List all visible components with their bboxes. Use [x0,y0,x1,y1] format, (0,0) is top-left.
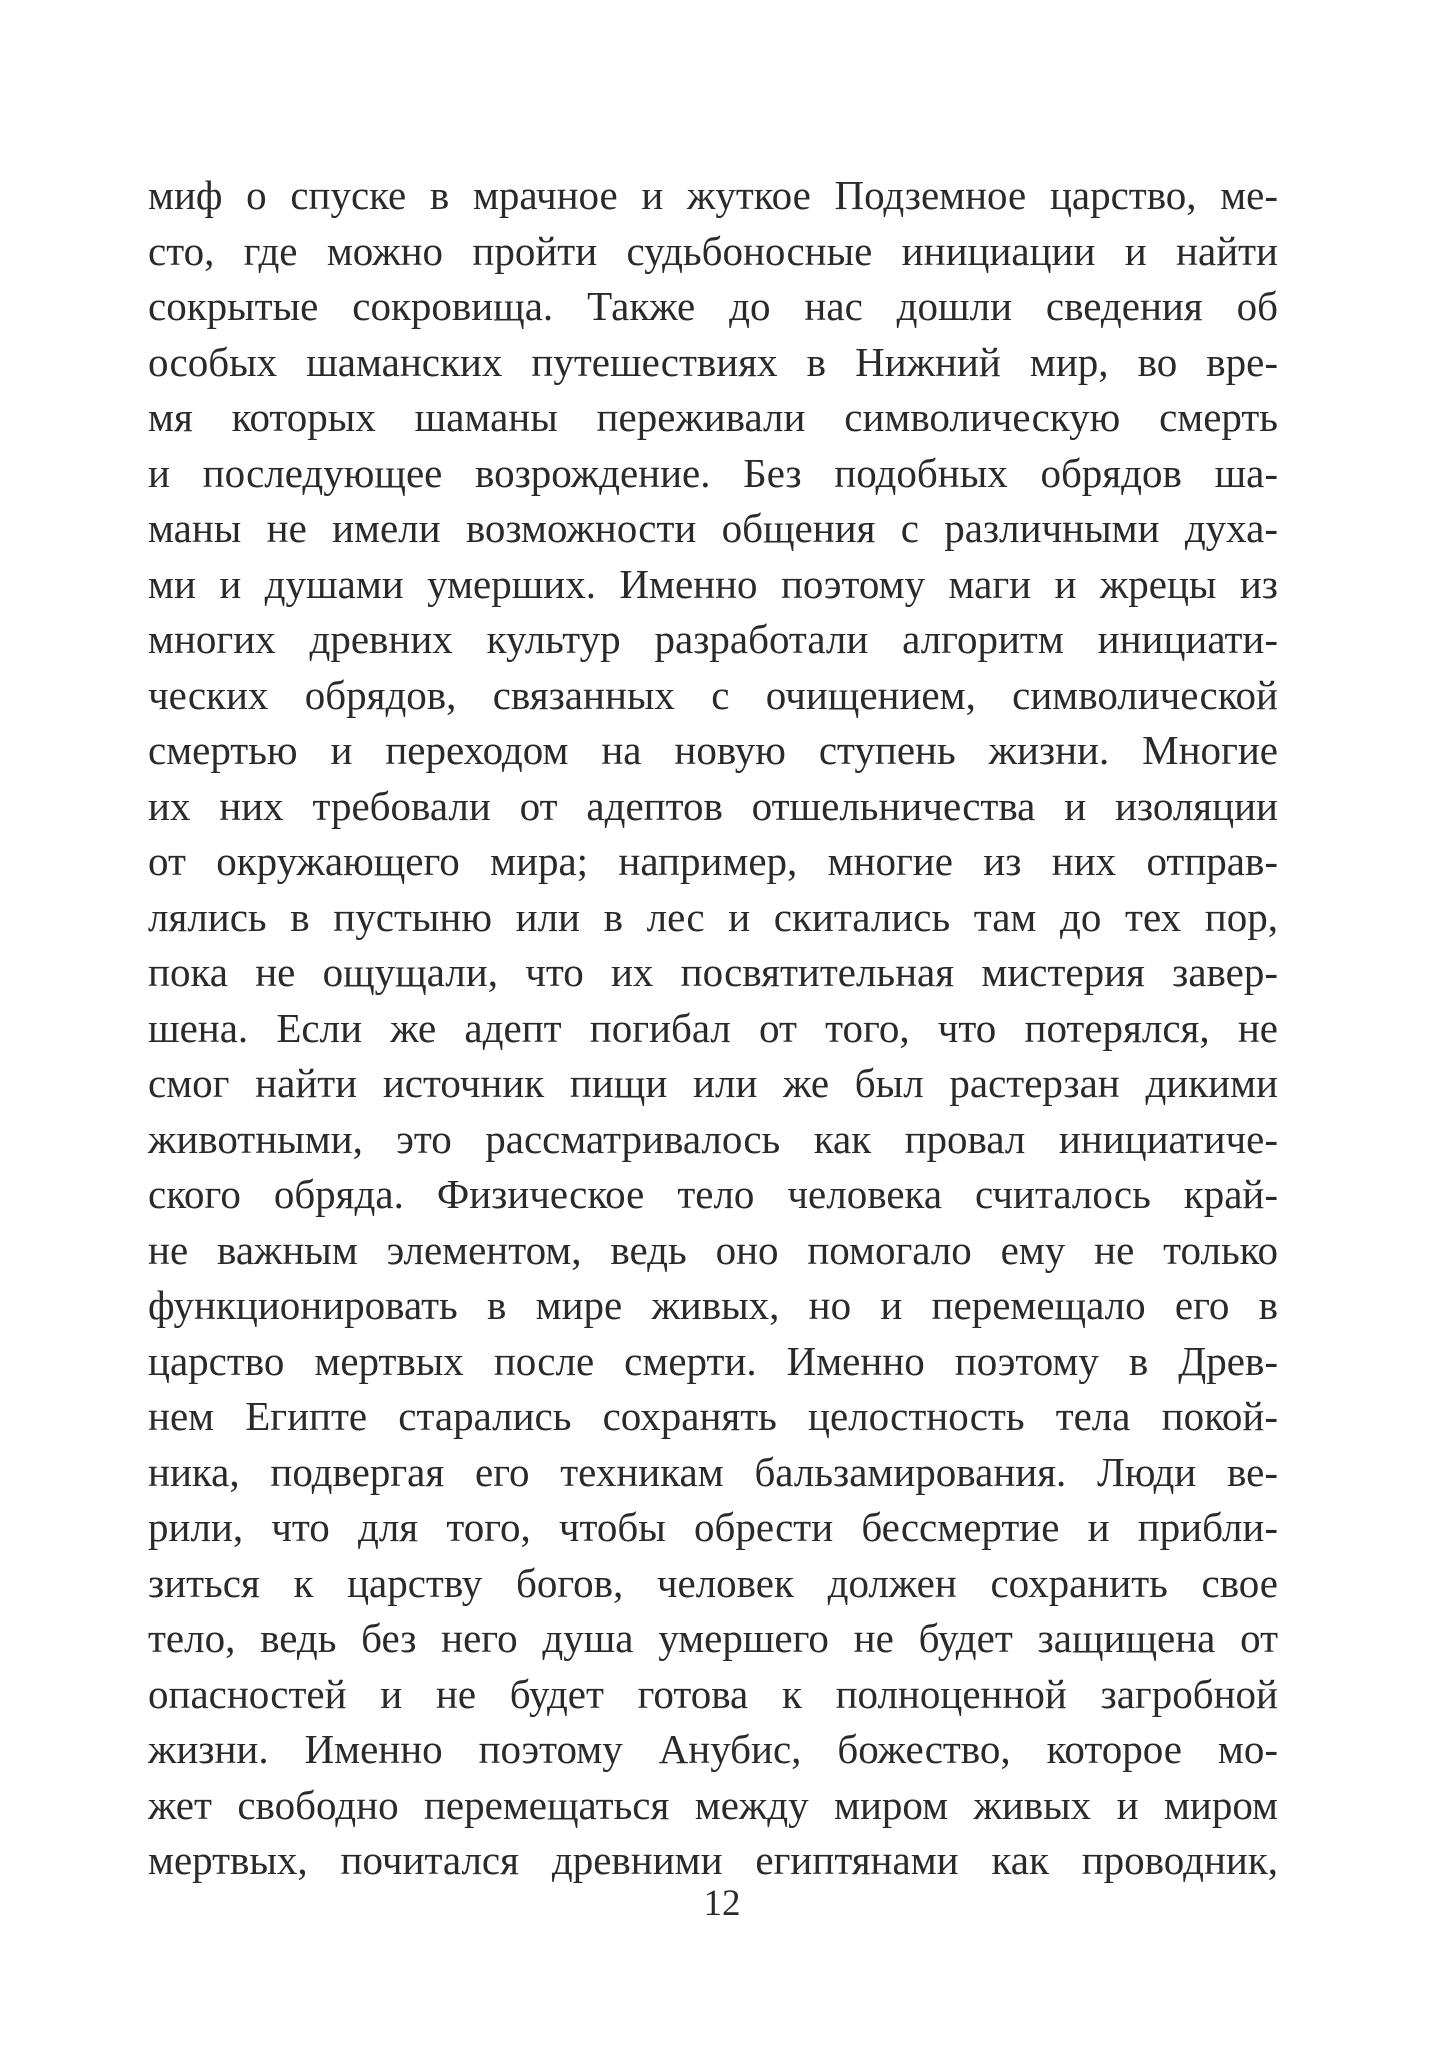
text-line: жет свободно перемещаться между миром живых и миром [148,1781,1278,1828]
text-line: миф о спуске в мрачное и жуткое Подземное царство, ме- [148,172,1278,218]
text-line: особых шаманских путешествиях в Нижний мир, во вре- [148,338,1278,385]
text-line: нем Египте старались сохранять целостность тела покой- [148,1393,1278,1439]
text-line: ника, подвергая его техникам бальзамирования. Люди ве- [148,1448,1278,1495]
text-line: мертвых, почитался древними египтянами как проводник, [148,1837,1278,1883]
text-line: тело, ведь без него душа умершего не будет защищена от [148,1615,1278,1661]
text-line: многих древних культур разработали алгоритм инициати- [148,616,1278,662]
text-line: жизни. Именно поэтому Анубис, божество, которое мо- [148,1726,1278,1772]
text-line: сто, где можно пройти судьбоносные инициации и найти [148,227,1278,274]
text-line: ского обряда. Физическое тело человека считалось край- [148,1171,1278,1217]
text-line: опасностей и не будет готова к полноценной загробной [148,1670,1278,1717]
text-line: не важным элементом, ведь оно помогало ему не только [148,1226,1278,1273]
text-line: и последующее возрождение. Без подобных обрядов ша- [148,449,1278,496]
text-line: ми и душами умерших. Именно поэтому маги и жрецы из [148,560,1278,607]
text-line: сокрытые сокровища. Также до нас дошли сведения об [148,283,1278,329]
text-line: от окружающего мира; например, многие из них отправ- [148,838,1278,884]
text-line: животными, это рассматривалось как провал инициатиче- [148,1115,1278,1162]
text-line: шена. Если же адепт погибал от того, что потерялся, не [148,1004,1278,1051]
text-line: смертью и переходом на новую ступень жизни. Многие [148,727,1278,773]
body-text [148,168,1278,1889]
text-line: пока не ощущали, что их посвятительная мистерия завер- [148,949,1278,995]
text-line: функционировать в мире живых, но и перемещало его в [148,1282,1278,1328]
text-line: лялись в пустыню или в лес и скитались там до тех пор, [148,893,1278,940]
text-line: мя которых шаманы переживали символическую смерть [148,394,1278,440]
text-line: их них требовали от адептов отшельничества и изоляции [148,782,1278,829]
text-line: зиться к царству богов, человек должен сохранить свое [148,1559,1278,1606]
text-line: рили, что для того, чтобы обрести бессмертие и прибли- [148,1504,1278,1550]
page-number: 12 [703,1883,741,1924]
text-line: маны не имели возможности общения с различными духа- [148,505,1278,551]
text-line: смог найти источник пищи или же был растерзан дикими [148,1060,1278,1106]
text-line: царство мертвых после смерти. Именно поэтому в Древ- [148,1337,1278,1384]
text-line: ческих обрядов, связанных с очищением, символической [148,671,1278,718]
